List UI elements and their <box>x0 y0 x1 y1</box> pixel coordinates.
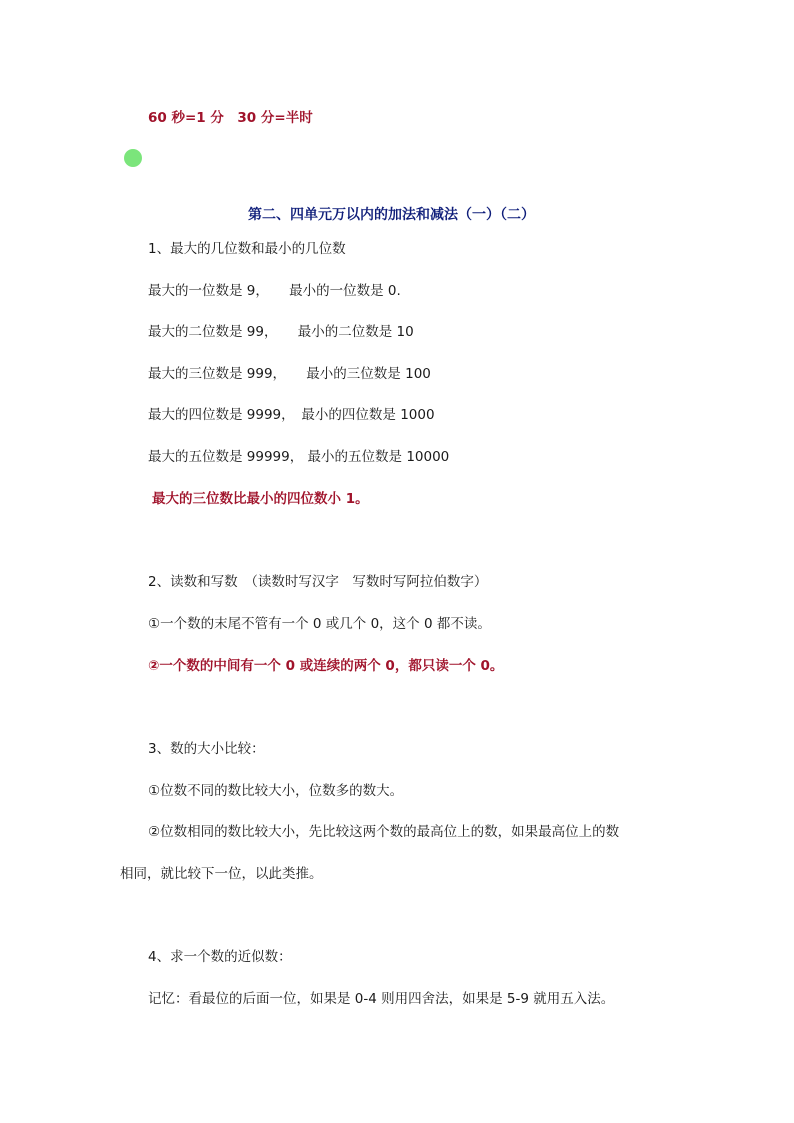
s2-rule-1: ①一个数的末尾不管有一个 0 或几个 0，这个 0 都不读。 <box>148 616 491 632</box>
s4-heading: 4、求一个数的近似数： <box>148 949 292 965</box>
time-conversion-note: 60 秒=1 分 30 分=半时 <box>148 110 313 126</box>
s1-heading: 1、最大的几位数和最小的几位数 <box>148 241 346 257</box>
s1-highlight: 最大的三位数比最小的四位数小 1。 <box>152 491 369 507</box>
s3-heading: 3、数的大小比较： <box>148 741 265 757</box>
s1-line-3: 最大的三位数是 999， 最小的三位数是 100 <box>148 366 431 382</box>
s3-rule-2a: ②位数相同的数比较大小，先比较这两个数的最高位上的数，如果最高位上的数 <box>148 824 620 840</box>
s2-heading: 2、读数和写数 （读数时写汉字 写数时写阿拉伯数字） <box>148 574 488 590</box>
s1-line-2: 最大的二位数是 99， 最小的二位数是 10 <box>148 324 414 340</box>
s3-rule-2b: 相同，就比较下一位，以此类推。 <box>120 866 323 882</box>
green-bullet-icon <box>124 149 142 167</box>
s1-line-4: 最大的四位数是 9999， 最小的四位数是 1000 <box>148 407 435 423</box>
s4-memo: 记忆：看最位的后面一位，如果是 0-4 则用四舍法，如果是 5-9 就用五入法。 <box>148 991 615 1007</box>
s1-line-5: 最大的五位数是 99999， 最小的五位数是 10000 <box>148 449 450 465</box>
s2-rule-2: ②一个数的中间有一个 0 或连续的两个 0，都只读一个 0。 <box>148 658 504 674</box>
s1-line-1: 最大的一位数是 9， 最小的一位数是 0. <box>148 283 401 299</box>
section-title: 第二、四单元万以内的加法和减法（一）（二） <box>248 207 535 223</box>
s3-rule-1: ①位数不同的数比较大小，位数多的数大。 <box>148 783 404 799</box>
